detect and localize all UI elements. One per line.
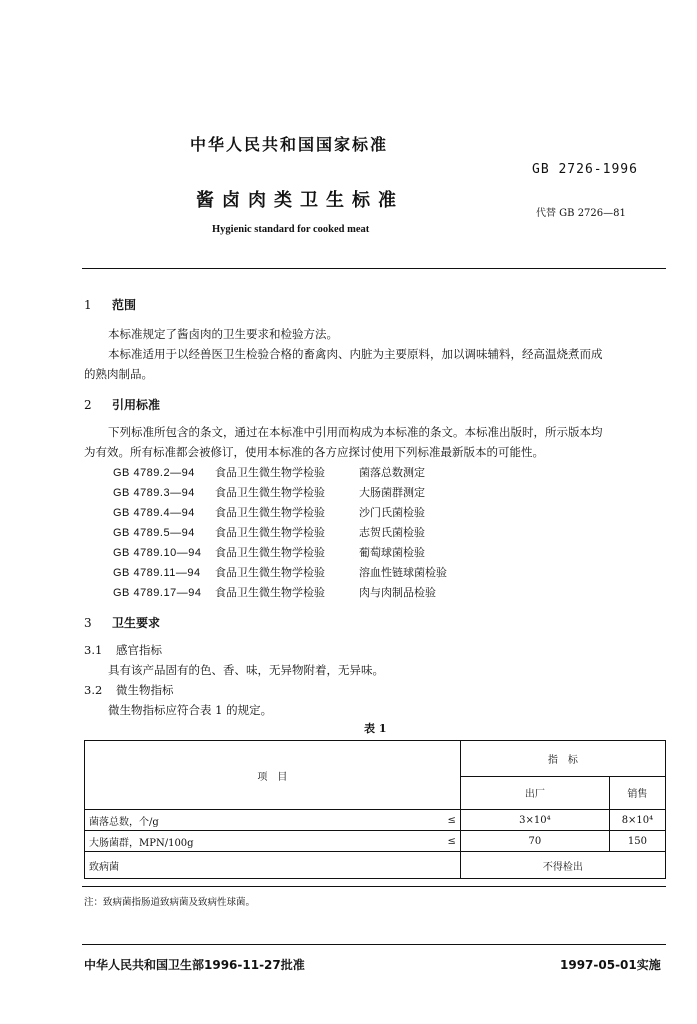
reference-item (113, 464, 425, 480)
table-note: 注：致病菌指肠道致病菌及致病性球菌。 (84, 897, 256, 908)
subsection-3-1-number: 3.1 (84, 643, 103, 657)
section-1-para-2b: 的熟肉制品。 (84, 367, 153, 381)
reference-code: GB 4789.11—94 (113, 567, 201, 579)
reference-item (113, 524, 425, 540)
reference-topic: 沙门氏菌检验 (359, 506, 425, 519)
reference-item (113, 504, 425, 520)
section-3-heading (84, 614, 160, 631)
reference-topic: 菌落总数测定 (359, 466, 425, 479)
reference-name: 食品卫生微生物学检验 (215, 486, 325, 499)
standard-code: GB 2726-1996 (532, 162, 638, 177)
table-row (85, 852, 666, 879)
header-divider (82, 268, 666, 269)
section-2-heading (84, 396, 160, 413)
english-title: Hygienic standard for cooked meat (212, 224, 370, 235)
table-header-factory: 出厂 (460, 776, 609, 810)
subsection-3-1-heading (84, 642, 162, 658)
section-1-number: 1 (84, 298, 92, 312)
section-2-title: 引用标准 (112, 398, 161, 412)
effective-date: 1997-05-01实施 (560, 958, 661, 972)
table-cell-sale: 8×10⁴ (609, 810, 665, 831)
table-cell-operator: ≤ (432, 831, 461, 852)
reference-code: GB 4789.3—94 (113, 487, 195, 499)
section-3-title: 卫生要求 (112, 616, 161, 630)
reference-item (113, 584, 436, 600)
reference-topic: 葡萄球菌检验 (359, 546, 425, 559)
reference-name: 食品卫生微生物学检验 (215, 526, 325, 539)
reference-topic: 肉与肉制品检验 (359, 586, 436, 599)
issued-by: 中华人民共和国卫生部1996-11-27批准 (84, 958, 305, 972)
subsection-3-2-title: 微生物指标 (116, 683, 174, 697)
section-2-para-1a: 下列标准所包含的条文，通过在本标准中引用而构成为本标准的条文。本标准出版时，所示版本均 (108, 425, 603, 439)
document-title: 酱卤肉类卫生标准 (196, 190, 404, 211)
table-cell-item: 致病菌 (85, 852, 461, 879)
table-cell-operator: ≤ (432, 810, 461, 831)
table-caption: 表 1 (364, 722, 387, 735)
section-1-heading (84, 296, 136, 313)
section-3-number: 3 (84, 616, 92, 630)
reference-code: GB 4789.10—94 (113, 547, 202, 559)
table-cell-merged: 不得检出 (460, 852, 665, 879)
section-2-number: 2 (84, 398, 92, 412)
reference-code: GB 4789.4—94 (113, 507, 195, 519)
table-bottom-rule (82, 886, 666, 887)
subsection-3-2-heading (84, 682, 174, 698)
subsection-3-2-text: 微生物指标应符合表 1 的规定。 (108, 703, 273, 717)
replaces-note: 代替 GB 2726—81 (536, 208, 626, 219)
table-cell-item: 菌落总数，个/g (85, 810, 432, 831)
reference-item (113, 564, 447, 580)
table-cell-factory: 3×10⁴ (460, 810, 609, 831)
reference-name: 食品卫生微生物学检验 (215, 546, 325, 559)
reference-code: GB 4789.2—94 (113, 467, 195, 479)
table-header-index: 指 标 (460, 741, 665, 777)
subsection-3-2-number: 3.2 (84, 683, 103, 697)
table-cell-factory: 70 (460, 831, 609, 852)
reference-topic: 志贺氏菌检验 (359, 526, 425, 539)
reference-name: 食品卫生微生物学检验 (215, 566, 325, 579)
standard-type-heading: 中华人民共和国国家标准 (190, 135, 389, 154)
footer-divider (82, 944, 666, 945)
table-row (85, 831, 666, 852)
table-header-sale: 销售 (609, 776, 665, 810)
reference-name: 食品卫生微生物学检验 (215, 466, 325, 479)
section-1-para-1: 本标准规定了酱卤肉的卫生要求和检验方法。 (108, 327, 338, 341)
section-1-para-2a: 本标准适用于以经兽医卫生检验合格的畜禽肉、内脏为主要原料，加以调味辅料，经高温烧煮而成 (108, 347, 603, 361)
reference-code: GB 4789.5—94 (113, 527, 195, 539)
reference-topic: 溶血性链球菌检验 (359, 566, 447, 579)
table-cell-sale: 150 (609, 831, 665, 852)
reference-item (113, 544, 425, 560)
reference-name: 食品卫生微生物学检验 (215, 506, 325, 519)
section-2-para-1b: 为有效。所有标准都会被修订，使用本标准的各方应探讨使用下列标准最新版本的可能性。 (84, 445, 544, 459)
reference-item (113, 484, 425, 500)
section-1-title: 范围 (112, 298, 137, 312)
subsection-3-1-text: 具有该产品固有的色、香、味，无异物附着，无异味。 (108, 663, 384, 677)
subsection-3-1-title: 感官指标 (116, 643, 162, 657)
reference-code: GB 4789.17—94 (113, 587, 202, 599)
table-cell-item: 大肠菌群，MPN/100g (85, 831, 432, 852)
table-row (85, 810, 666, 831)
reference-name: 食品卫生微生物学检验 (215, 586, 325, 599)
reference-topic: 大肠菌群测定 (359, 486, 425, 499)
table-header-item: 项 目 (85, 741, 461, 810)
microbial-index-table (84, 740, 666, 879)
